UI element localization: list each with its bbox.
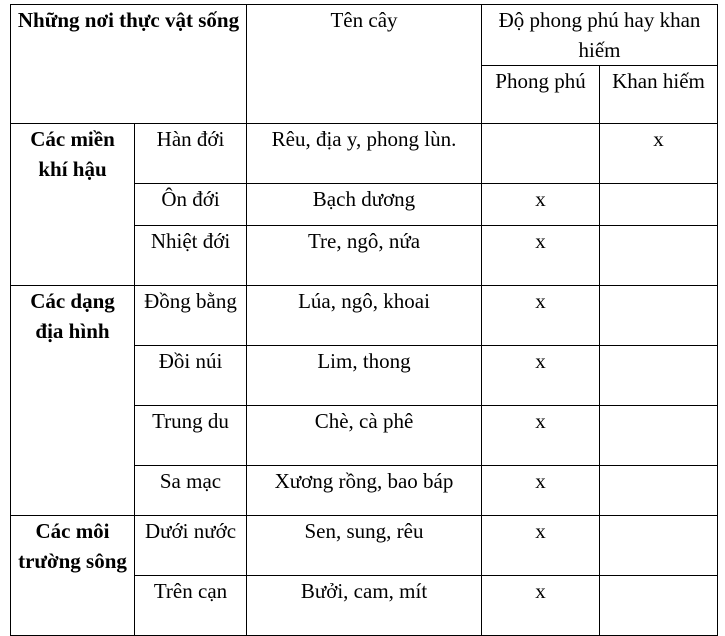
header-level: Độ phong phú hay khan hiếm <box>482 5 718 66</box>
plants-cell: Sen, sung, rêu <box>247 516 482 576</box>
rich-cell <box>482 124 600 184</box>
header-scarce: Khan hiếm <box>600 66 718 124</box>
scarce-cell <box>600 516 718 576</box>
table-row <box>11 516 718 576</box>
scarce-cell <box>600 406 718 466</box>
scarce-cell <box>600 576 718 636</box>
rich-cell: x <box>482 466 600 516</box>
plants-cell: Xương rồng, bao báp <box>247 466 482 516</box>
scarce-cell: x <box>600 124 718 184</box>
place-cell: Đồi núi <box>135 346 247 406</box>
rich-cell: x <box>482 226 600 286</box>
scarce-cell <box>600 466 718 516</box>
place-cell: Hàn đới <box>135 124 247 184</box>
header-row-1 <box>11 5 718 66</box>
group-name: Các miền khí hậu <box>11 124 135 286</box>
place-cell: Nhiệt đới <box>135 226 247 286</box>
header-plant: Tên cây <box>247 5 482 124</box>
scarce-cell <box>600 184 718 226</box>
group-name: Các môi trường sông <box>11 516 135 636</box>
plants-cell: Chè, cà phê <box>247 406 482 466</box>
rich-cell: x <box>482 346 600 406</box>
scarce-cell <box>600 226 718 286</box>
place-cell: Trên cạn <box>135 576 247 636</box>
rich-cell: x <box>482 184 600 226</box>
scarce-cell <box>600 346 718 406</box>
plants-cell: Lúa, ngô, khoai <box>247 286 482 346</box>
place-cell: Sa mạc <box>135 466 247 516</box>
plants-cell: Bưởi, cam, mít <box>247 576 482 636</box>
plants-cell: Bạch dương <box>247 184 482 226</box>
plants-cell: Rêu, địa y, phong lùn. <box>247 124 482 184</box>
rich-cell: x <box>482 516 600 576</box>
table-row <box>11 286 718 346</box>
place-cell: Trung du <box>135 406 247 466</box>
scarce-cell <box>600 286 718 346</box>
rich-cell: x <box>482 286 600 346</box>
plant-habitat-table <box>10 4 718 636</box>
group-name: Các dạng địa hình <box>11 286 135 516</box>
place-cell: Dưới nước <box>135 516 247 576</box>
header-place: Những nơi thực vật sống <box>11 5 247 124</box>
table-row <box>11 124 718 184</box>
plants-cell: Tre, ngô, nứa <box>247 226 482 286</box>
plants-cell: Lim, thong <box>247 346 482 406</box>
rich-cell: x <box>482 406 600 466</box>
header-rich: Phong phú <box>482 66 600 124</box>
rich-cell: x <box>482 576 600 636</box>
place-cell: Ôn đới <box>135 184 247 226</box>
place-cell: Đồng bằng <box>135 286 247 346</box>
